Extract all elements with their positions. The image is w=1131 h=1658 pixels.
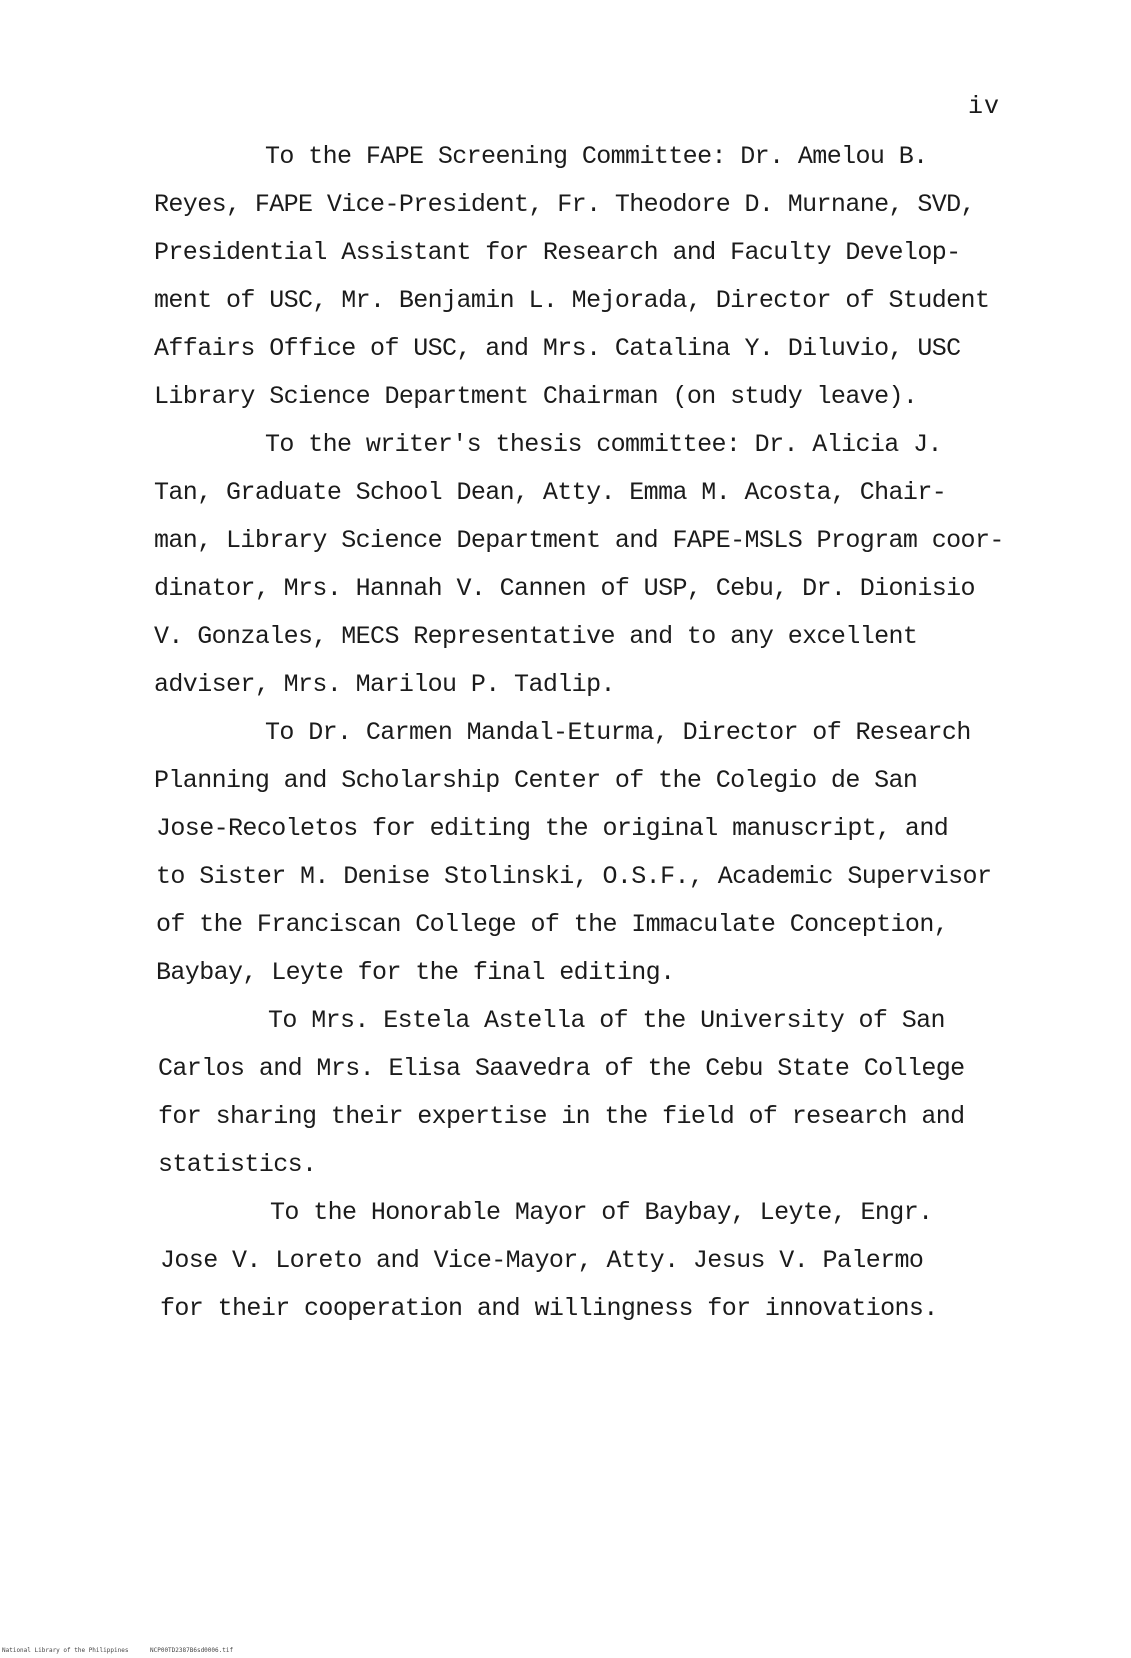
text-line: Jose V. Loreto and Vice-Mayor, Atty. Jesus V. Palermo	[160, 1246, 924, 1275]
text-line: dinator, Mrs. Hannah V. Cannen of USP, Cebu, Dr. Dionisio	[154, 574, 975, 603]
text-line: To the writer's thesis committee: Dr. Alicia J.	[265, 430, 942, 459]
text-line: To the Honorable Mayor of Baybay, Leyte, Engr.	[270, 1198, 933, 1227]
page-number: iv	[968, 92, 1001, 121]
text-line: statistics.	[158, 1150, 317, 1179]
text-line: To Dr. Carmen Mandal-Eturma, Director of Research	[265, 718, 971, 747]
text-line: Jose-Recoletos for editing the original manuscript, and	[156, 814, 949, 843]
text-line: for their cooperation and willingness for innovations.	[160, 1294, 938, 1323]
text-line: adviser, Mrs. Marilou P. Tadlip.	[154, 670, 615, 699]
text-line: Carlos and Mrs. Elisa Saavedra of the Cebu State College	[158, 1054, 965, 1083]
text-line: Tan, Graduate School Dean, Atty. Emma M. Acosta, Chair-	[154, 478, 947, 507]
text-line: Library Science Department Chairman (on study leave).	[154, 382, 918, 411]
text-line: V. Gonzales, MECS Representative and to any excellent	[154, 622, 918, 651]
text-line: ment of USC, Mr. Benjamin L. Mejorada, Director of Student	[154, 286, 990, 315]
text-line: To the FAPE Screening Committee: Dr. Amelou B.	[265, 142, 928, 171]
text-line: Baybay, Leyte for the final editing.	[156, 958, 675, 987]
footer-library-name: National Library of the Philippines	[2, 1647, 129, 1654]
text-line: Planning and Scholarship Center of the Colegio de San	[154, 766, 918, 795]
text-line: Presidential Assistant for Research and Faculty Develop-	[154, 238, 961, 267]
text-line: of the Franciscan College of the Immaculate Conception,	[156, 910, 949, 939]
text-line: Affairs Office of USC, and Mrs. Catalina Y. Diluvio, USC	[154, 334, 961, 363]
text-line: for sharing their expertise in the field of research and	[158, 1102, 965, 1131]
text-line: to Sister M. Denise Stolinski, O.S.F., Academic Supervisor	[156, 862, 992, 891]
text-line: To Mrs. Estela Astella of the University of San	[268, 1006, 945, 1035]
text-line: Reyes, FAPE Vice-President, Fr. Theodore D. Murnane, SVD,	[154, 190, 975, 219]
text-line: man, Library Science Department and FAPE-MSLS Program coor-	[154, 526, 1004, 555]
footer-file-name: NCP00TD2387B6sd0006.tif	[150, 1647, 234, 1654]
